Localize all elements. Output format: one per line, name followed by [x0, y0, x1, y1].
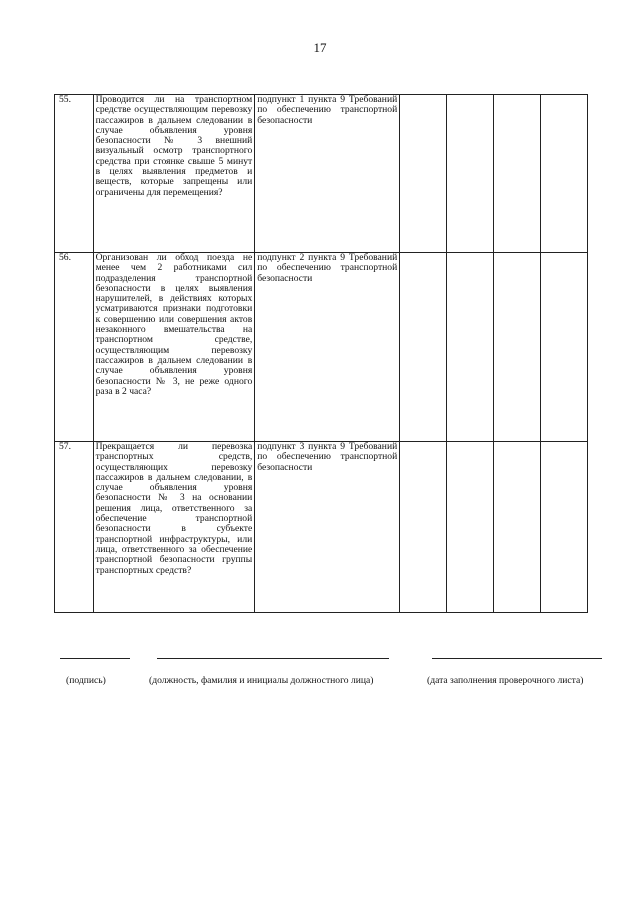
date-label: (дата заполнения проверочного листа) [427, 675, 584, 686]
row-number: 56. [55, 253, 94, 442]
position-name-label: (должность, фамилия и инициалы должностного лица) [149, 675, 374, 686]
answer-cell-note[interactable] [540, 442, 587, 613]
date-line[interactable] [432, 658, 602, 659]
answer-cell-yes[interactable] [400, 442, 447, 613]
answer-cell-not-applicable[interactable] [494, 253, 541, 442]
legal-reference: подпункт 1 пункта 9 Требований по обеспечению транспортной безопасности [255, 95, 400, 253]
answer-cell-not-applicable[interactable] [494, 95, 541, 253]
answer-cell-yes[interactable] [400, 95, 447, 253]
question-text: Прекращается ли перевозка транспортных средств, осуществляющих перевозку пассажиров в дальнем следовании, в случае объявления уровня безопасности № 3 на основании решения лица, ответственного за обеспечение транспортной безопасности в субъекте транспортной инфраструктуры, или лица, ответственного за обеспечение транспортной безопасности группы транспортных средств? [93, 442, 255, 613]
page-number: 17 [313, 40, 327, 55]
answer-cell-note[interactable] [540, 253, 587, 442]
answer-cell-not-applicable[interactable] [494, 442, 541, 613]
checklist-table [54, 94, 588, 613]
question-text: Организован ли обход поезда не менее чем 2 работниками сил подразделения транспортной безопасности в целях выявления нарушителей, в действиях которых усматриваются признаки подготовки к совершению или совершения актов незаконного вмешательства на транспортном средстве, осуществляющим перевозку пассажиров в дальнем следовании в случае объявления уровня безопасности № 3, не реже одного раза в 2 часа? [93, 253, 255, 442]
answer-cell-no[interactable] [447, 442, 494, 613]
row-number: 57. [55, 442, 94, 613]
answer-cell-yes[interactable] [400, 253, 447, 442]
answer-cell-no[interactable] [447, 95, 494, 253]
question-text: Проводится ли на транспортном средстве осуществляющим перевозку пассажиров в дальнем следовании в случае объявления уровня безопасности № 3 внешний визуальный осмотр транспортного средства при стоянке свыше 5 минут в целях выявления предметов и веществ, которые запрещены или ограничены для перемещения? [93, 95, 255, 253]
table-row [55, 442, 588, 613]
legal-reference: подпункт 2 пункта 9 Требований по обеспечению транспортной безопасности [255, 253, 400, 442]
row-number: 55. [55, 95, 94, 253]
table-row [55, 95, 588, 253]
legal-reference: подпункт 3 пункта 9 Требований по обеспечению транспортной безопасности [255, 442, 400, 613]
answer-cell-note[interactable] [540, 95, 587, 253]
table-row [55, 253, 588, 442]
answer-cell-no[interactable] [447, 253, 494, 442]
signature-line[interactable] [60, 658, 130, 659]
signature-label: (подпись) [66, 675, 106, 686]
position-name-line[interactable] [157, 658, 389, 659]
